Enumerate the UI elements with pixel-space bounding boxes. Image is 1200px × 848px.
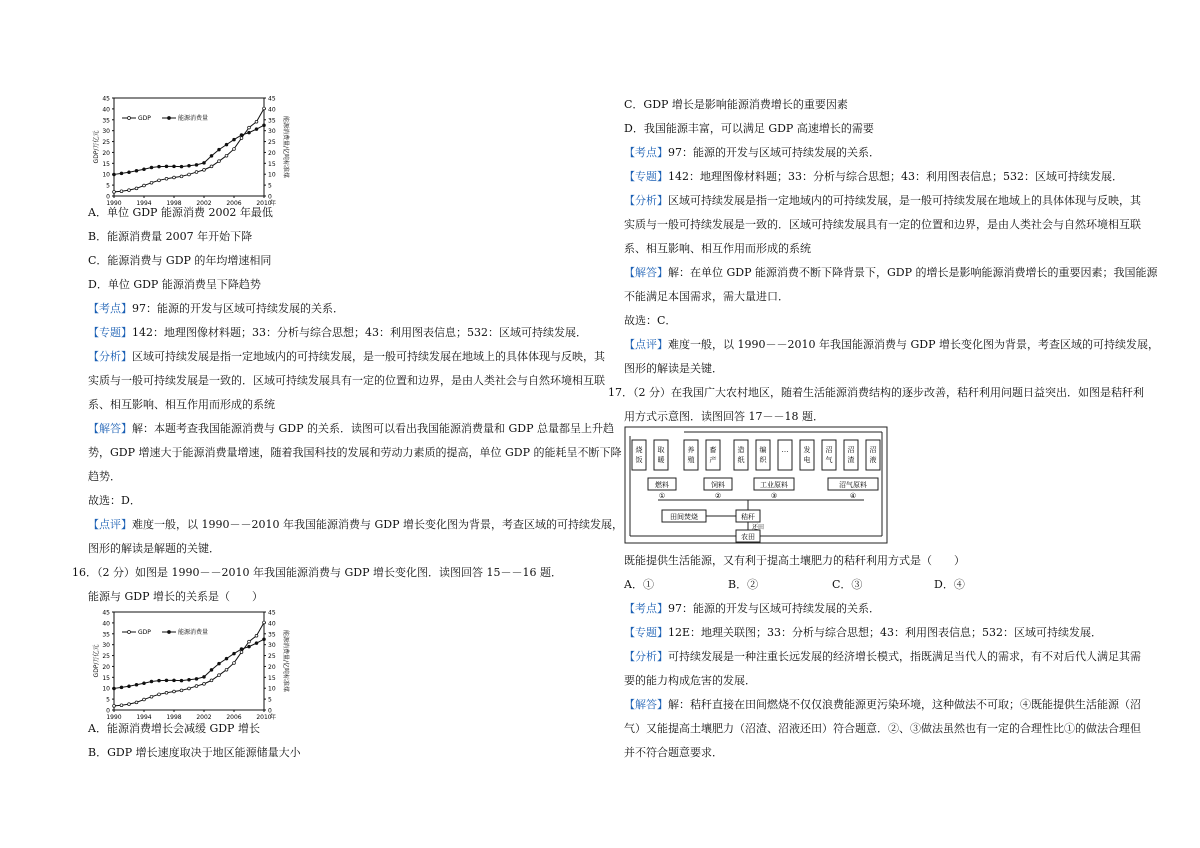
y-right-tick-label: 15 <box>268 674 276 682</box>
kaodian2-text: 97：能源的开发与区域可持续发展的关系． <box>668 602 880 615</box>
y-right-tick-label: 45 <box>268 609 276 617</box>
x-tick-label: 1994 <box>136 714 152 721</box>
jieda-tag: 【解答】 <box>88 422 132 435</box>
jieda-text-2: 势，GDP 增速大于能源消费量增速，随着我国科技的发展和劳动力素质的提高，单位 GDP 的能耗呈不断下降 <box>88 446 622 459</box>
data-point <box>120 704 123 707</box>
zhuanti2-line <box>624 626 1102 640</box>
y-left-tick-label: 30 <box>102 128 110 136</box>
jieda-line <box>88 422 614 436</box>
data-point <box>248 640 251 643</box>
y-right-axis-title: 能源消费量/亿吨标准煤 <box>282 629 289 693</box>
y-left-tick-label: 40 <box>102 620 110 628</box>
dianping-tag-r: 【点评】 <box>624 338 668 351</box>
data-point <box>203 682 206 685</box>
data-point <box>225 154 228 157</box>
data-point <box>218 662 221 665</box>
energy-gdp-chart-2 <box>92 606 288 722</box>
data-point <box>158 693 161 696</box>
zhuanti2-text: 12E：地理关联图；33：分析与综合思想；43：利用图表信息；532：区域可持续发展． <box>668 626 1103 639</box>
mid-box-number: ④ <box>849 492 857 500</box>
legend-marker <box>128 117 131 120</box>
legend-marker <box>168 117 171 120</box>
data-point <box>240 134 243 137</box>
top-box-label: 暖 <box>657 456 665 464</box>
data-point <box>165 165 168 168</box>
kaodian2-tag: 【考点】 <box>624 602 668 615</box>
mid-box-number: ① <box>658 492 666 500</box>
zhuanti-line <box>88 326 587 340</box>
kaodian-text: 97：能源的开发与区域可持续发展的关系． <box>132 302 344 315</box>
x-tick-label: 2006 <box>226 200 242 207</box>
data-point <box>240 648 243 651</box>
q16-option-b[interactable]: B．GDP 增长速度取决于地区能源储量大小 <box>88 746 301 759</box>
data-point <box>135 169 138 172</box>
data-point <box>210 155 213 158</box>
data-point <box>180 689 183 692</box>
fenxi2-text-2: 要的能力构成危害的发展． <box>624 674 756 687</box>
data-point <box>150 695 153 698</box>
data-point <box>120 190 123 193</box>
y-left-tick-label: 5 <box>106 696 110 704</box>
data-point <box>233 662 236 665</box>
y-right-tick-label: 10 <box>268 685 276 693</box>
y-left-tick-label: 10 <box>102 685 110 693</box>
data-point <box>195 171 198 174</box>
y-right-tick-label: 40 <box>268 620 276 628</box>
legend-label: 能源消费量 <box>178 115 209 122</box>
top-box <box>778 440 792 470</box>
top-box-label: 电 <box>803 456 811 464</box>
q17-stem: 既能提供生活能源，又有利于提高土壤肥力的秸秆利用方式是（ ） <box>624 554 965 567</box>
y-left-tick-label: 25 <box>102 653 110 661</box>
zhuanti-tag: 【专题】 <box>88 326 132 339</box>
y-left-axis-title: GDP/万亿元 <box>93 130 100 164</box>
top-box <box>632 440 646 470</box>
y-left-tick-label: 20 <box>102 149 110 157</box>
straw-label: 秸秆 <box>741 513 755 521</box>
kaodian-tag: 【考点】 <box>88 302 132 315</box>
data-point <box>143 682 146 685</box>
data-point <box>143 184 146 187</box>
top-box-label: 烧 <box>635 446 643 454</box>
option-d-right[interactable]: D．我国能源丰富，可以满足 GDP 高速增长的需要 <box>624 122 874 135</box>
y-right-tick-label: 30 <box>268 642 276 650</box>
data-point <box>218 148 221 151</box>
data-point <box>263 107 266 110</box>
y-right-tick-label: 0 <box>268 193 272 201</box>
y-right-tick-label: 20 <box>268 149 276 157</box>
data-point <box>218 160 221 163</box>
option-b[interactable]: B．能源消费量 2007 年开始下降 <box>88 230 253 243</box>
kaodian-tag-r: 【考点】 <box>624 146 668 159</box>
data-point <box>255 120 258 123</box>
data-point <box>135 683 138 686</box>
top-box-label: 纸 <box>737 456 745 464</box>
jieda-line-r <box>624 266 1158 280</box>
data-point <box>180 679 183 682</box>
option-c-right[interactable]: C．GDP 增长是影响能源消费增长的重要因素 <box>624 98 848 111</box>
y-right-tick-label: 10 <box>268 171 276 179</box>
top-box-label: 取 <box>657 446 665 454</box>
q17-option-d[interactable]: D．④ <box>934 578 965 591</box>
top-box <box>800 440 814 470</box>
data-point <box>188 164 191 167</box>
data-point <box>203 675 206 678</box>
data-point <box>203 161 206 164</box>
data-point <box>195 677 198 680</box>
y-right-tick-label: 35 <box>268 117 276 125</box>
fenxi-text-r2: 实质与一般可持续发展是一致的．区域可持续发展具有一定的位置和边界，是由人类社会与自然环境相互联 <box>624 218 1141 231</box>
top-box-label: 饭 <box>635 456 643 464</box>
fenxi-text-2: 实质与一般可持续发展是一致的．区域可持续发展具有一定的位置和边界，是由人类社会与自然环境相互联 <box>88 374 605 387</box>
farmland-label: 农田 <box>741 533 755 541</box>
top-box-label: 殖 <box>687 456 695 464</box>
jieda-text-1: 解：本题考查我国能源消费与 GDP 的关系．读图可以看出我国能源消费量和 GDP 总量都呈上升趋 <box>132 422 614 435</box>
data-point <box>173 176 176 179</box>
fenxi-tag: 【分析】 <box>88 350 132 363</box>
top-box <box>866 440 880 470</box>
fenxi-text-3: 系、相互影响、相互作用而形成的系统 <box>88 398 275 411</box>
data-point <box>203 168 206 171</box>
y-left-tick-label: 45 <box>102 609 110 617</box>
jieda2-line <box>624 698 1141 712</box>
x-tick-label: 2010 <box>256 200 272 207</box>
x-tick-label: 2006 <box>226 714 242 721</box>
data-point <box>150 680 153 683</box>
top-box <box>756 440 770 470</box>
q17-option-c[interactable]: C．③ <box>832 578 863 591</box>
top-box-label: 沼 <box>847 446 855 454</box>
top-box-label: 渣 <box>847 456 855 464</box>
fenxi-tag-r: 【分析】 <box>624 194 668 207</box>
kaodian-line-r <box>624 146 880 160</box>
y-left-tick-label: 15 <box>102 160 110 168</box>
kaodian-line <box>88 302 344 316</box>
data-point <box>150 166 153 169</box>
zhuanti-tag-r: 【专题】 <box>624 170 668 183</box>
y-right-tick-label: 45 <box>268 95 276 103</box>
mid-box-label: 饲料 <box>711 481 725 489</box>
data-point <box>135 701 138 704</box>
straw-utilization-diagram <box>624 426 896 544</box>
fenxi2-tag: 【分析】 <box>624 650 668 663</box>
data-point <box>173 690 176 693</box>
y-right-tick-label: 15 <box>268 160 276 168</box>
dianping-text-2: 图形的解读是解题的关键． <box>88 542 220 555</box>
dianping-tag: 【点评】 <box>88 518 132 531</box>
top-box-label: 沼 <box>869 446 877 454</box>
data-point <box>248 131 251 134</box>
data-point <box>225 657 228 660</box>
zhuanti-line-r <box>624 170 1123 184</box>
data-point <box>150 181 153 184</box>
q17-title-2: 用方式示意图．读图回答 17－－18 题． <box>624 410 824 423</box>
mid-box-label: 燃料 <box>655 481 669 489</box>
legend-marker <box>128 631 131 634</box>
fenxi2-text-1: 可持续发展是一种注重长远发展的经济增长模式，指既满足当代人的需求，有不对后代人满足其需 <box>668 650 1141 663</box>
x-tick-label: 2010 <box>256 714 272 721</box>
y-right-tick-label: 0 <box>268 707 272 715</box>
data-point <box>240 651 243 654</box>
y-right-tick-label: 25 <box>268 653 276 661</box>
mid-box-label: 工业原料 <box>760 481 788 489</box>
data-point <box>165 691 168 694</box>
data-point <box>248 126 251 129</box>
q17-title-1: 17．（2 分）在我国广大农村地区，随着生活能源消费结构的逐步改善，秸秆利用问题日益突出．如图是秸秆利 <box>608 386 1144 399</box>
top-box-label: 养 <box>687 446 695 454</box>
top-box <box>654 440 668 470</box>
return-field-label: 还田 <box>752 524 765 531</box>
data-point <box>188 687 191 690</box>
option-c[interactable]: C．能源消费与 GDP 的年均增速相同 <box>88 254 272 267</box>
jieda-text-r1: 解：在单位 GDP 能源消费不断下降背景下，GDP 的增长是影响能源消费增长的重要因素；我国能源 <box>668 266 1158 279</box>
data-point <box>263 638 266 641</box>
data-point <box>128 703 131 706</box>
zhuanti-text: 142：地理图像材料题；33：分析与综合思想；43：利用图表信息；532：区域可持续发展． <box>132 326 587 339</box>
top-box-label: 织 <box>759 456 767 464</box>
diagram-top-boxes <box>632 440 880 470</box>
data-point <box>195 163 198 166</box>
data-point <box>128 685 131 688</box>
legend-label: GDP <box>138 629 151 636</box>
x-unit-label: 年 <box>270 200 277 207</box>
y-right-tick-label: 5 <box>268 182 272 190</box>
legend-label: GDP <box>138 115 151 122</box>
data-point <box>113 687 116 690</box>
data-point <box>188 173 191 176</box>
y-left-tick-label: 0 <box>106 193 110 201</box>
data-point <box>240 137 243 140</box>
y-left-tick-label: 45 <box>102 95 110 103</box>
x-tick-label: 1990 <box>106 714 122 721</box>
data-point <box>180 165 183 168</box>
data-point <box>218 674 221 677</box>
y-left-tick-label: 35 <box>102 117 110 125</box>
y-right-tick-label: 5 <box>268 696 272 704</box>
top-box-label: 液 <box>869 456 877 464</box>
mid-box-number: ③ <box>770 492 778 500</box>
jieda-text-r2: 不能满足本国需求，需大量进口． <box>624 290 789 303</box>
data-point <box>173 165 176 168</box>
data-point <box>173 679 176 682</box>
data-point <box>188 678 191 681</box>
data-point <box>255 128 258 131</box>
y-right-tick-label: 30 <box>268 128 276 136</box>
y-left-tick-label: 40 <box>102 106 110 114</box>
y-left-tick-label: 35 <box>102 631 110 639</box>
top-box-label: 气 <box>825 456 833 464</box>
fenxi-line <box>88 350 605 364</box>
data-point <box>165 177 168 180</box>
data-point <box>143 698 146 701</box>
data-point <box>120 172 123 175</box>
plot-frame <box>114 612 264 710</box>
y-right-tick-label: 35 <box>268 631 276 639</box>
data-point <box>158 179 161 182</box>
top-box <box>734 440 748 470</box>
q17-option-b[interactable]: B．② <box>728 578 759 591</box>
data-point <box>195 685 198 688</box>
y-left-tick-label: 25 <box>102 139 110 147</box>
y-right-tick-label: 40 <box>268 106 276 114</box>
dianping-text-r1: 难度一般，以 1990－－2010 年我国能源消费与 GDP 增长变化图为背景，考查区域的可持续发展， <box>668 338 1159 351</box>
x-tick-label: 1990 <box>106 200 122 207</box>
y-left-tick-label: 10 <box>102 171 110 179</box>
top-box <box>706 440 720 470</box>
data-point <box>113 190 116 193</box>
data-point <box>233 652 236 655</box>
data-point <box>135 187 138 190</box>
x-tick-label: 2002 <box>196 714 212 721</box>
x-tick-label: 1998 <box>166 200 182 207</box>
option-a[interactable]: A．单位 GDP 能源消费 2002 年最低 <box>88 206 273 219</box>
data-point <box>248 645 251 648</box>
data-point <box>233 138 236 141</box>
kaodian2-line <box>624 602 880 616</box>
top-box <box>822 440 836 470</box>
fenxi-text-r1: 区域可持续发展是指一定地域内的可持续发展，是一般可持续发展在地域上的具体体现与反映，其 <box>668 194 1141 207</box>
data-point <box>158 679 161 682</box>
fenxi-text-r3: 系、相互影响、相互作用而形成的系统 <box>624 242 811 255</box>
top-box-label: 发 <box>803 446 811 454</box>
energy-gdp-chart-1 <box>92 92 288 208</box>
fenxi-text-1: 区域可持续发展是指一定地域内的可持续发展，是一般可持续发展在地域上的具体体现与反映，其 <box>132 350 605 363</box>
y-left-tick-label: 0 <box>106 707 110 715</box>
dianping-text-r2: 图形的解读是关键． <box>624 362 723 375</box>
data-point <box>143 168 146 171</box>
y-left-tick-label: 20 <box>102 663 110 671</box>
x-tick-label: 1998 <box>166 714 182 721</box>
q17-option-a[interactable]: A．① <box>624 578 654 591</box>
kaodian-text-r: 97：能源的开发与区域可持续发展的关系． <box>668 146 880 159</box>
data-point <box>210 679 213 682</box>
legend-label: 能源消费量 <box>178 629 209 636</box>
y-left-tick-label: 15 <box>102 674 110 682</box>
option-d[interactable]: D．单位 GDP 能源消费呈下降趋势 <box>88 278 261 291</box>
top-box <box>844 440 858 470</box>
data-point <box>180 175 183 178</box>
answer-line: 故选：D． <box>88 494 141 507</box>
data-point <box>165 679 168 682</box>
jieda2-text-1: 解：秸秆直接在田间燃烧不仅仅浪费能源更污染环境，这种做法不可取；④既能提供生活能源（沼 <box>668 698 1141 711</box>
answer-line-r: 故选：C． <box>624 314 677 327</box>
data-point <box>158 165 161 168</box>
top-box-label: 产 <box>709 456 717 464</box>
top-box-label: … <box>781 446 789 454</box>
jieda2-tag: 【解答】 <box>624 698 668 711</box>
data-point <box>113 173 116 176</box>
mid-box-number: ② <box>714 492 722 500</box>
jieda2-text-3: 并不符合题意要求． <box>624 746 723 759</box>
data-point <box>210 669 213 672</box>
top-box-label: 编 <box>759 446 767 454</box>
q16-title: 16．（2 分）如图是 1990－－2010 年我国能源消费与 GDP 增长变化图．读图回答 15－－16 题． <box>72 566 562 579</box>
dianping-text-1: 难度一般，以 1990－－2010 年我国能源消费与 GDP 增长变化图为背景，考查区域的可持续发展， <box>132 518 623 531</box>
fenxi-line-r <box>624 194 1141 208</box>
x-unit-label: 年 <box>270 714 277 721</box>
data-point <box>128 189 131 192</box>
y-right-tick-label: 20 <box>268 663 276 671</box>
data-point <box>128 171 131 174</box>
jieda-tag-r: 【解答】 <box>624 266 668 279</box>
legend-marker <box>168 631 171 634</box>
data-point <box>233 148 236 151</box>
y-left-axis-title: GDP/万亿元 <box>93 644 100 678</box>
y-left-tick-label: 30 <box>102 642 110 650</box>
y-right-tick-label: 25 <box>268 139 276 147</box>
x-tick-label: 2002 <box>196 200 212 207</box>
data-point <box>255 634 258 637</box>
top-box-label: 造 <box>737 446 745 454</box>
q16-stem: 能源与 GDP 增长的关系是（ ） <box>88 590 263 603</box>
q16-option-a[interactable]: A．能源消费增长会减缓 GDP 增长 <box>88 722 260 735</box>
jieda-text-3: 趋势． <box>88 470 121 483</box>
top-box-label: 沼 <box>825 446 833 454</box>
diagram-mid-boxes <box>648 478 878 500</box>
data-point <box>263 124 266 127</box>
dianping-line-r <box>624 338 1159 352</box>
jieda2-text-2: 气）又能提高土壤肥力（沼渣、沼液还田）符合题意．②、③做法虽然也有一定的合理性比①的做法合理但 <box>624 722 1141 735</box>
fenxi2-line <box>624 650 1141 664</box>
data-point <box>225 143 228 146</box>
data-point <box>113 704 116 707</box>
zhuanti2-tag: 【专题】 <box>624 626 668 639</box>
data-point <box>120 686 123 689</box>
y-right-axis-title: 能源消费量/亿吨标准煤 <box>282 115 289 179</box>
data-point <box>263 621 266 624</box>
y-left-tick-label: 5 <box>106 182 110 190</box>
data-point <box>255 642 258 645</box>
mid-box-label: 沼气原料 <box>839 481 867 489</box>
top-box-label: 畜 <box>709 446 717 454</box>
top-box <box>684 440 698 470</box>
x-tick-label: 1994 <box>136 200 152 207</box>
data-point <box>225 668 228 671</box>
field-burn-label: 田间焚烧 <box>670 513 698 521</box>
zhuanti-text-r: 142：地理图像材料题；33：分析与综合思想；43：利用图表信息；532：区域可持续发展． <box>668 170 1123 183</box>
dianping-line <box>88 518 623 532</box>
data-point <box>210 165 213 168</box>
plot-frame <box>114 98 264 196</box>
